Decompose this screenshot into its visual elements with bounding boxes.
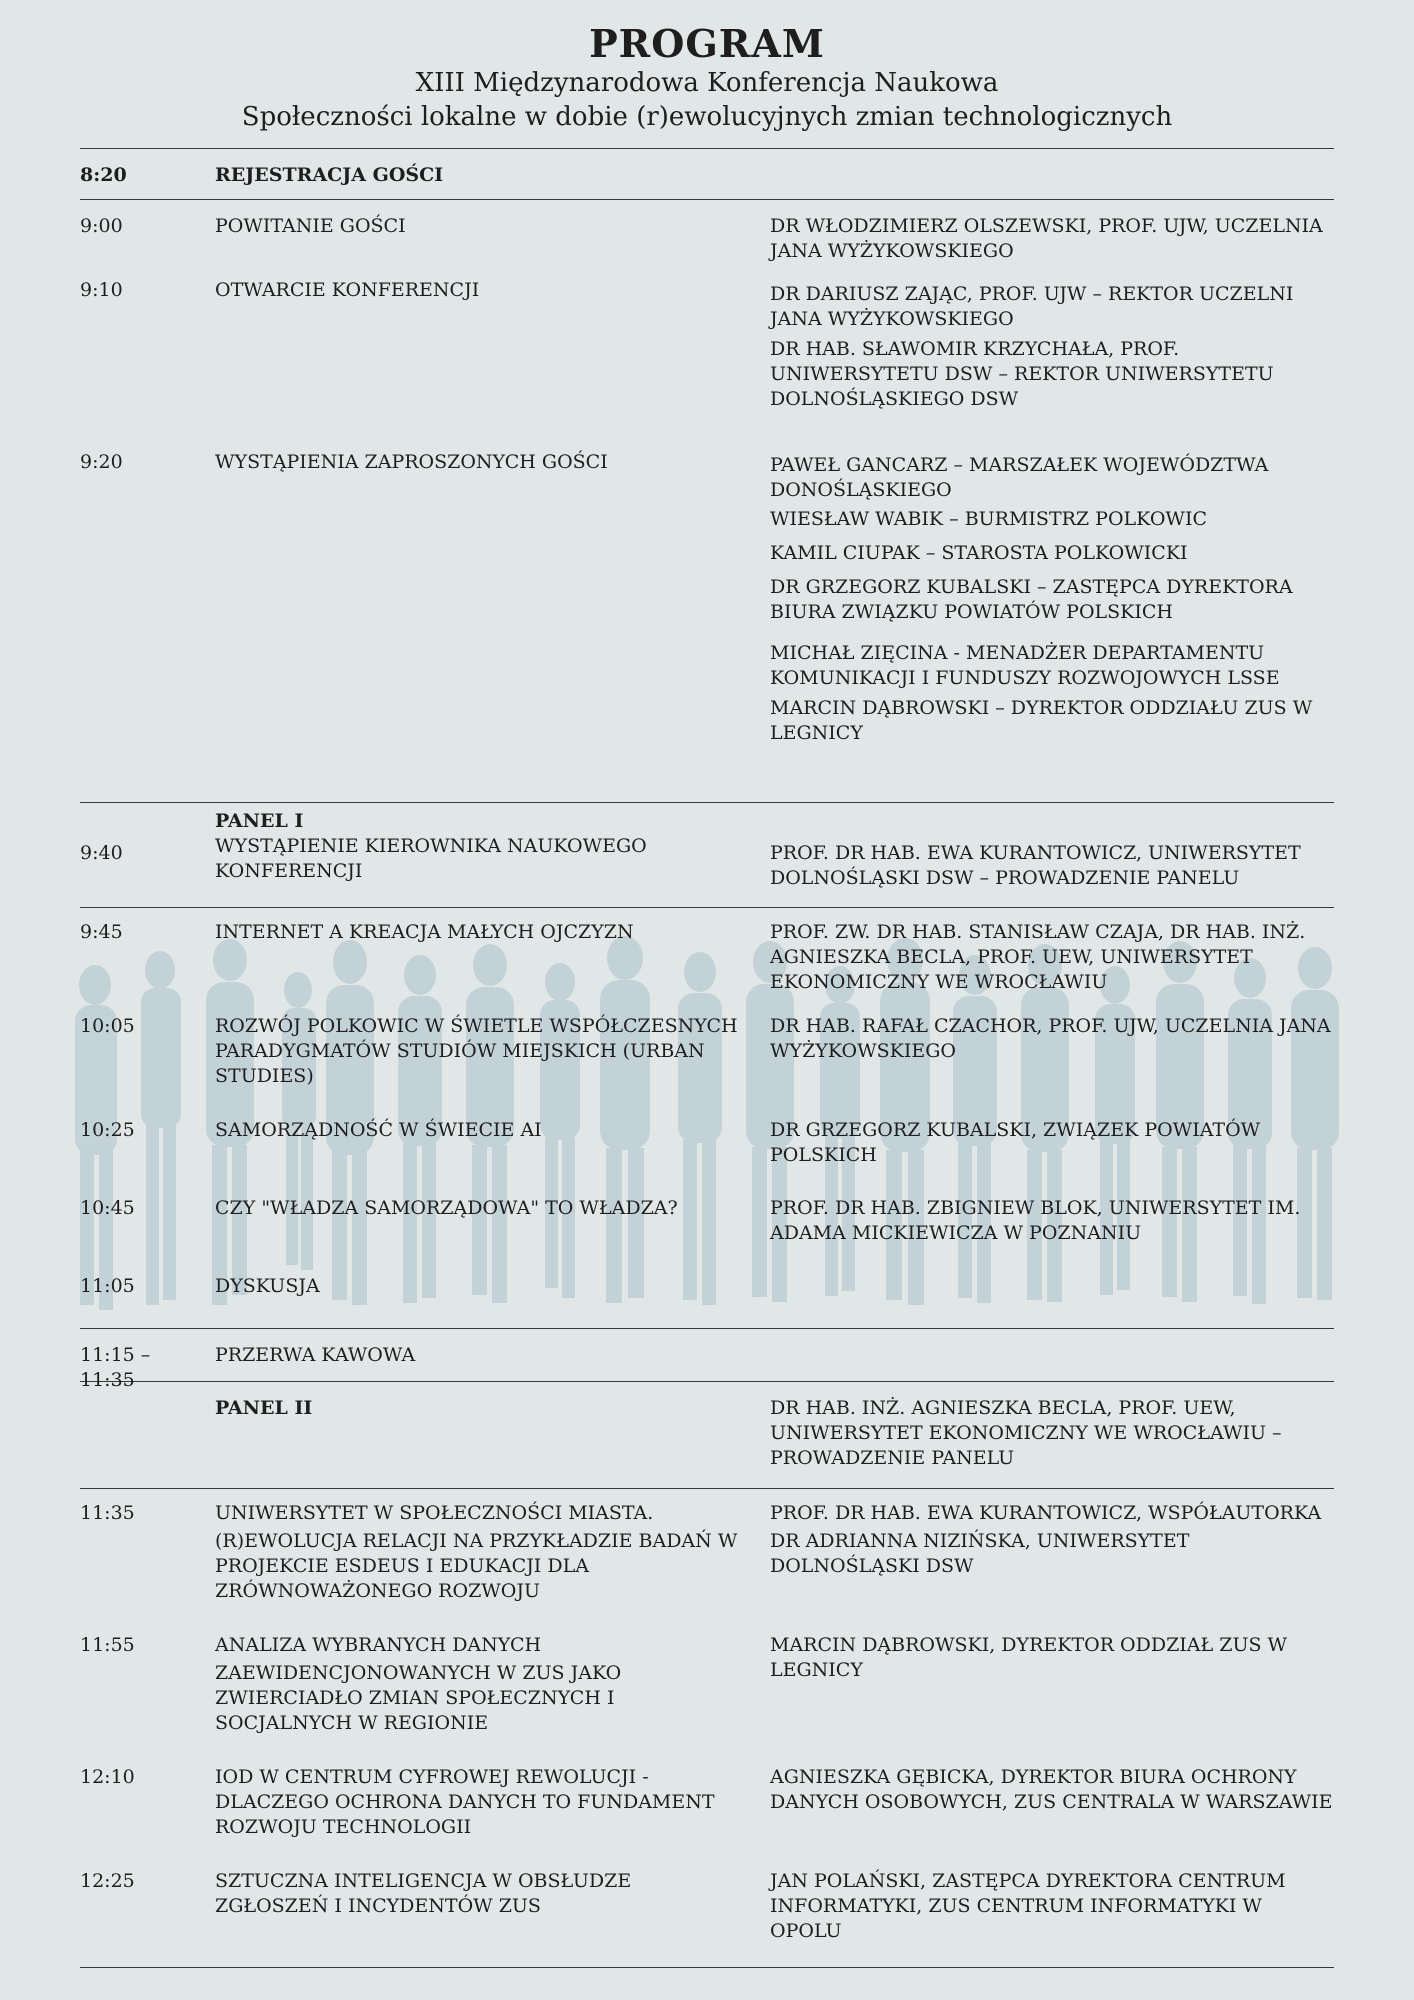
row-speaker: JAN POLAŃSKI, ZASTĘPCA DYREKTORA CENTRUM INFORMATYKI, ZUS CENTRUM INFORMATYKI W OPOLU <box>770 1870 1286 1942</box>
row-title: (R)EWOLUCJA RELACJI NA PRZYKŁADZIE BADAŃ W PROJEKCIE ESDEUS I EDUKACJI DLA ZRÓWNOWAŻONEGO ROZWOJU <box>215 1530 738 1602</box>
row-speaker: DR WŁODZIMIERZ OLSZEWSKI, PROF. UJW, UCZELNIA JANA WYŻYKOWSKIEGO <box>770 215 1323 262</box>
panel-label: PANEL I <box>215 810 304 832</box>
row-time: 11:35 <box>80 1502 135 1524</box>
row-speaker: MICHAŁ ZIĘCINA - MENADŻER DEPARTAMENTU KOMUNIKACJI I FUNDUSZY ROZWOJOWYCH LSSE <box>770 642 1280 689</box>
schedule-row <box>80 450 1334 751</box>
schedule-row <box>80 1869 1334 1944</box>
row-speaker: DR HAB. SŁAWOMIR KRZYCHAŁA, PROF. UNIWERSYTETU DSW – REKTOR UNIWERSYTETU DOLNOŚLĄSKIEGO DSW <box>770 338 1274 410</box>
conference-theme: Społeczności lokalne w dobie (r)ewolucyjnych zmian technologicznych <box>241 102 1173 132</box>
row-time: 8:20 <box>80 164 127 186</box>
row-time: 11:05 <box>80 1275 135 1297</box>
schedule-row <box>80 1633 1334 1765</box>
row-title: IOD W CENTRUM CYFROWEJ REWOLUCJI - DLACZEGO OCHRONA DANYCH TO FUNDAMENT ROZWOJU TECHNOLOGII <box>215 1766 715 1838</box>
row-title: POWITANIE GOŚCI <box>215 215 406 237</box>
page-title: PROGRAM <box>589 21 825 66</box>
section-panel-1-talks <box>80 908 1334 1329</box>
conference-name: XIII Międzynarodowa Konferencja Naukowa <box>415 68 999 98</box>
row-title: WYSTĄPIENIE KIEROWNIKA NAUKOWEGO KONFERENCJI <box>215 835 647 882</box>
schedule-row <box>80 1274 1334 1299</box>
row-title: REJESTRACJA GOŚCI <box>215 164 444 186</box>
program-header <box>80 22 1334 134</box>
row-speaker: MARCIN DĄBROWSKI, DYREKTOR ODDZIAŁ ZUS W LEGNICY <box>770 1634 1288 1681</box>
row-title: SZTUCZNA INTELIGENCJA W OBSŁUDZE ZGŁOSZEŃ I INCYDENTÓW ZUS <box>215 1870 632 1917</box>
row-time: 10:25 <box>80 1119 135 1141</box>
schedule-row <box>80 908 1334 1014</box>
row-speaker: DR GRZEGORZ KUBALSKI, ZWIĄZEK POWIATÓW POLSKICH <box>770 1119 1261 1166</box>
row-time: 9:45 <box>80 921 123 943</box>
row-time: 9:20 <box>80 451 123 473</box>
row-speaker: PROF. ZW. DR HAB. STANISŁAW CZAJA, DR HAB. INŻ. AGNIESZKA BECLA, PROF. UEW, UNIWERSYTET EKONOMICZNY WE WROCŁAWIU <box>770 921 1306 993</box>
row-title: OTWARCIE KONFERENCJI <box>215 279 480 301</box>
schedule-row <box>80 1196 1334 1274</box>
schedule-row <box>80 1014 1334 1118</box>
row-title: ZAEWIDENCJONOWANYCH W ZUS JAKO ZWIERCIADŁO ZMIAN SPOŁECZNYCH I SOCJALNYCH W REGIONIE <box>215 1662 622 1734</box>
row-time: 10:45 <box>80 1197 135 1219</box>
row-title: INTERNET A KREACJA MAŁYCH OJCZYZN <box>215 921 634 943</box>
section-coffee-break <box>80 1329 1334 1391</box>
row-title: UNIWERSYTET W SPOŁECZNOŚCI MIASTA. <box>215 1502 654 1524</box>
section-opening <box>80 200 1334 803</box>
row-speaker: WIESŁAW WABIK – BURMISTRZ POLKOWIC <box>770 508 1207 530</box>
row-time: 10:05 <box>80 1015 135 1037</box>
row-title: CZY "WŁADZA SAMORZĄDOWA" TO WŁADZA? <box>215 1197 678 1219</box>
row-title: ANALIZA WYBRANYCH DANYCH <box>215 1634 542 1656</box>
panel-label: PANEL II <box>215 1397 313 1419</box>
schedule-row <box>80 149 1334 188</box>
row-speaker: DR DARIUSZ ZAJĄC, PROF. UJW – REKTOR UCZELNI JANA WYŻYKOWSKIEGO <box>770 283 1294 330</box>
row-speaker: PROF. DR HAB. EWA KURANTOWICZ, UNIWERSYTET DOLNOŚLĄSKI DSW – PROWADZENIE PANELU <box>770 842 1301 889</box>
row-time: 9:10 <box>80 279 123 301</box>
row-speaker: MARCIN DĄBROWSKI – DYREKTOR ODDZIAŁU ZUS W LEGNICY <box>770 697 1313 744</box>
schedule-row <box>80 1382 1334 1471</box>
row-speaker: DR HAB. RAFAŁ CZACHOR, PROF. UJW, UCZELNIA JANA WYŻYKOWSKIEGO <box>770 1015 1331 1062</box>
schedule-row <box>80 200 1334 278</box>
row-time: 9:40 <box>80 842 123 864</box>
schedule-row <box>80 278 1334 450</box>
row-speaker: KAMIL CIUPAK – STAROSTA POLKOWICKI <box>770 542 1188 564</box>
row-title: SAMORZĄDNOŚĆ W ŚWIECIE AI <box>215 1119 542 1141</box>
schedule-row <box>80 803 1334 891</box>
row-time: 12:25 <box>80 1870 135 1892</box>
row-speaker: PROF. DR HAB. ZBIGNIEW BLOK, UNIWERSYTET IM. ADAMA MICKIEWICZA W POZNANIU <box>770 1197 1301 1244</box>
section-registration <box>80 149 1334 200</box>
row-time: 11:55 <box>80 1634 135 1656</box>
row-title: ROZWÓJ POLKOWIC W ŚWIETLE WSPÓŁCZESNYCH PARADYGMATÓW STUDIÓW MIEJSKICH (URBAN STUDIES) <box>215 1015 738 1087</box>
row-time: 9:00 <box>80 215 123 237</box>
schedule-row <box>80 1118 1334 1196</box>
row-speaker: DR HAB. INŻ. AGNIESZKA BECLA, PROF. UEW, UNIWERSYTET EKONOMICZNY WE WROCŁAWIU – PROWADZENIE PANELU <box>770 1397 1282 1469</box>
row-time: 12:10 <box>80 1766 135 1788</box>
row-time: 11:15 – 11:35 <box>80 1344 151 1391</box>
section-panel-2-intro <box>80 1382 1334 1489</box>
row-speaker: PROF. DR HAB. EWA KURANTOWICZ, WSPÓŁAUTORKA <box>770 1502 1322 1524</box>
row-title: DYSKUSJA <box>215 1275 320 1297</box>
section-panel-2-talks <box>80 1489 1334 1968</box>
row-speaker: PAWEŁ GANCARZ – MARSZAŁEK WOJEWÓDZTWA DONOŚLĄSKIEGO <box>770 454 1269 501</box>
row-speaker: AGNIESZKA GĘBICKA, DYREKTOR BIURA OCHRONY DANYCH OSOBOWYCH, ZUS CENTRALA W WARSZAWIE <box>770 1766 1333 1813</box>
section-panel-1-intro <box>80 803 1334 908</box>
row-speaker: DR GRZEGORZ KUBALSKI – ZASTĘPCA DYREKTORA BIURA ZWIĄZKU POWIATÓW POLSKICH <box>770 576 1293 623</box>
schedule-row <box>80 1765 1334 1869</box>
row-title: WYSTĄPIENIA ZAPROSZONYCH GOŚCI <box>215 451 608 473</box>
row-title: PRZERWA KAWOWA <box>215 1344 416 1366</box>
schedule-row <box>80 1329 1334 1393</box>
schedule-row <box>80 1489 1334 1633</box>
row-speaker: DR ADRIANNA NIZIŃSKA, UNIWERSYTET DOLNOŚLĄSKI DSW <box>770 1530 1190 1577</box>
